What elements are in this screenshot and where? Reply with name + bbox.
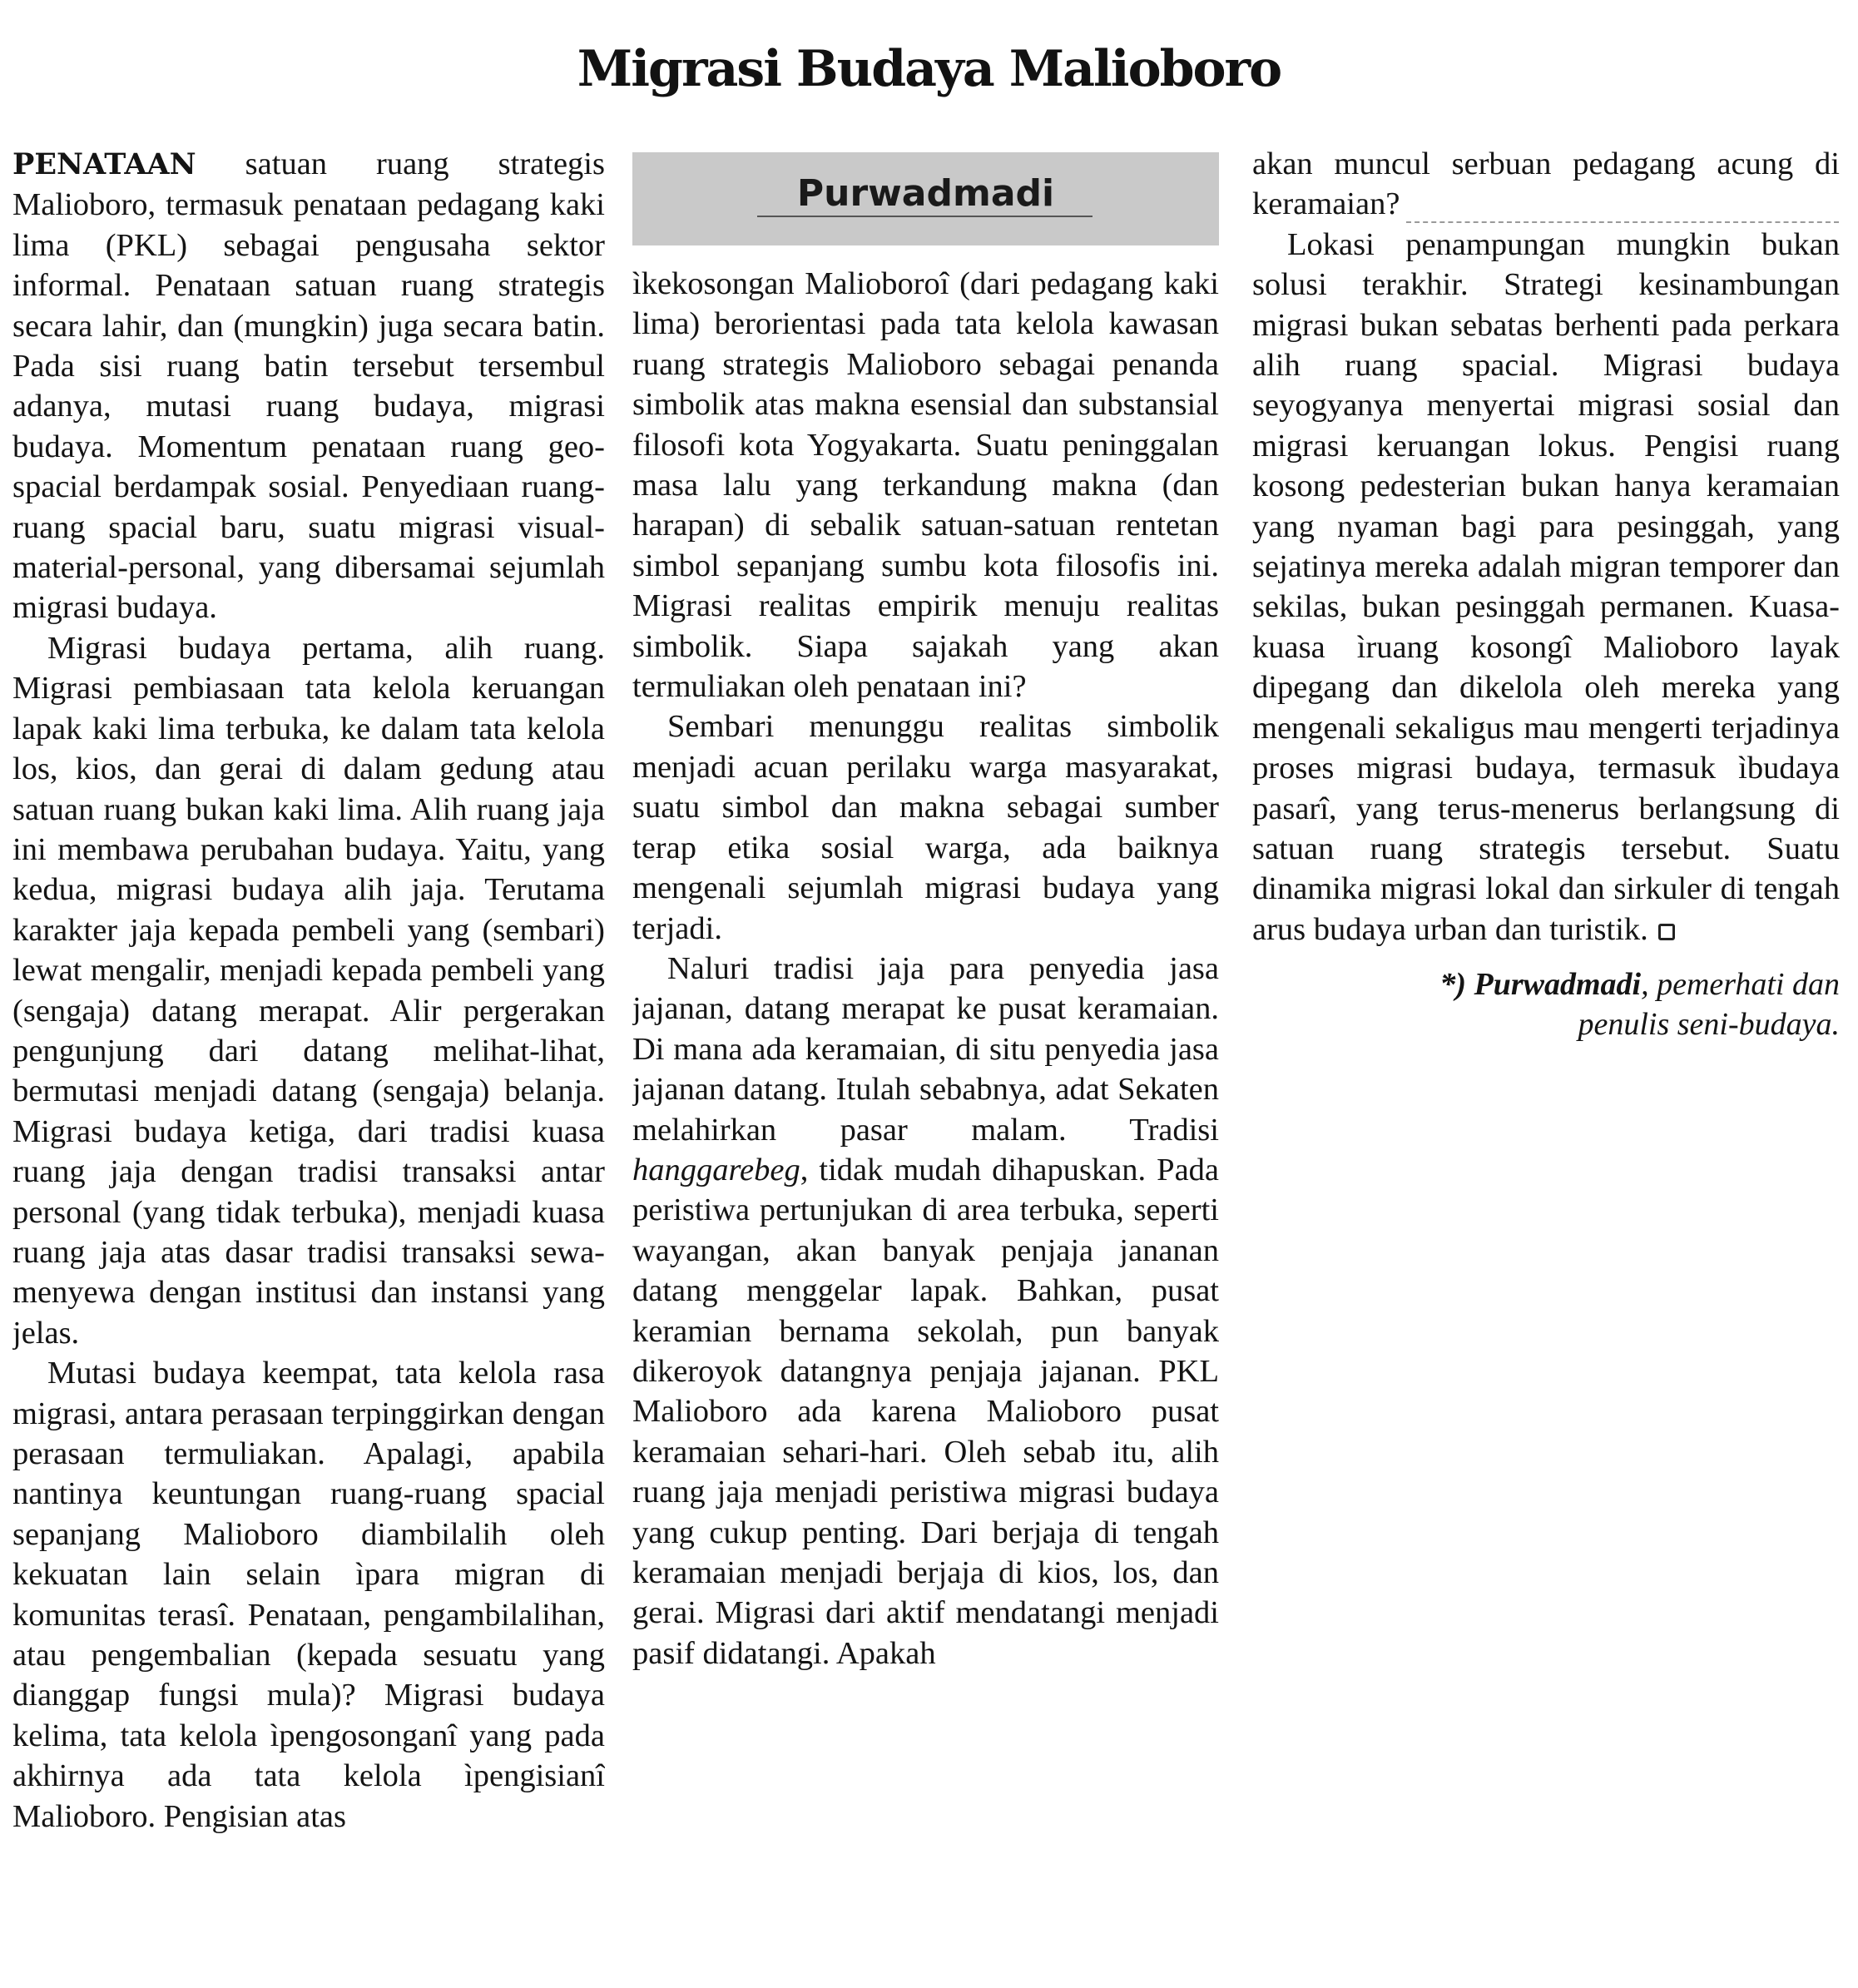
paragraph-5: Sembari menunggu realitas simbolik menjadi acuan perilaku warga masyarakat, suatu simbol dan makna sebagai sumber terap etika sosial warga, ada baiknya mengenali sejumlah migrasi budaya yang terjadi.: [632, 709, 1219, 946]
credit-marker: *): [1439, 967, 1466, 1003]
italic-term: hanggarebeg: [632, 1152, 800, 1187]
paragraph-8: [1252, 225, 1840, 949]
paragraph-6-text-a: Naluri tradisi jaja para penyedia jasa jajanan, datang merapat ke pusat keramaian. Di mana ada keramaian, di situ penyedia jasa jajanan datang. Itulah sebabnya, adat Sekaten melahirkan pasar malam. Tradisi: [632, 950, 1219, 1148]
paragraph-7: akan muncul serbuan pedagang acung di keramaian?: [1252, 146, 1840, 222]
column-3: [1252, 144, 1840, 1126]
paragraph-1-text: satuan ruang strategis Malioboro, termasuk penataan pedagang kaki lima (PKL) sebagai pengusaha sektor informal. Penataan satuan ruang strategis secara lahir, dan (mungkin) juga secara batin. Pada sisi ruang batin tersebut tersembul adanya, mutasi ruang budaya, migrasi budaya. Momentum penataan ruang geo-spacial berdampak sosial. Penyediaan ruang-ruang spacial baru, suatu migrasi visual-material-personal, yang dibersamai sejumlah migrasi budaya.: [12, 146, 605, 626]
author-credit: [1252, 964, 1840, 1044]
byline-box: [632, 152, 1219, 245]
paragraph-6: [632, 949, 1219, 1673]
byline: Purwadmadi: [796, 172, 1055, 215]
lead-word: PENATAAN: [12, 147, 196, 181]
credit-role-2: penulis seni-budaya.: [1578, 1007, 1840, 1043]
column-1: [12, 144, 605, 1975]
paragraph-2: Migrasi budaya pertama, alih ruang. Migrasi pembiasaan tata kelola keruangan lapak kaki lima terbuka, ke dalam tata kelola los, kios, dan gerai di dalam gedung atau satuan ruang bukan kaki lima. Alih ruang jaja ini membawa perubahan budaya. Yaitu, yang kedua, migrasi budaya alih jaja. Terutama karakter jaja kepada pembeli yang (sembari) lewat mengalir, menjadi kepada pembeli yang (sengaja) datang merapat. Alir pergerakan pengunjung dari datang melihat-lihat, bermutasi menjadi datang (sengaja) belanja. Migrasi budaya ketiga, dari tradisi kuasa ruang jaja dengan tradisi transaksi antar personal (yang tidak terbuka), menjadi kuasa ruang jaja atas dasar tradisi transaksi sewa-menyewa dengan institusi dan instansi yang jelas.: [12, 630, 605, 1351]
paragraph-4: ìkekosongan Malioboroî (dari pedagang kaki lima) berorientasi pada tata kelola kawasan ruang strategis Malioboro sebagai penanda simbolik atas makna esensial dan substansial filosofi kota Yogyakarta. Suatu peninggalan masa lalu yang terkandung makna (dan harapan) di sebalik satuan-satuan rentetan simbol sepanjang sumbu kota filosofis ini. Migrasi realitas empirik menuju realitas simbolik. Siapa sajakah yang akan termuliakan oleh penataan ini?: [632, 266, 1219, 705]
paragraph-8-text: Lokasi penampungan mungkin bukan solusi terakhir. Strategi kesinambungan migrasi bukan sebatas berhenti pada perkara alih ruang spacial. Migrasi budaya seyogyanya menyertai migrasi sosial dan migrasi keruangan lokus. Pengisi ruang kosong pedesterian bukan hanya keramaian yang nyaman bagi para pesinggah, yang sejatinya mereka adalah migran temporer dan sekilas, bukan pesinggah permanen. Kuasa-kuasa ìruang kosongî Malioboro layak dipegang dan dikelola oleh mereka yang mengenali sekaligus mau mengerti terjadinya proses migrasi budaya, termasuk ìbudaya pasarî, yang terus-menerus berlangsung di satuan ruang strategis tersebut. Suatu dinamika migrasi lokal dan sirkuler di tengah arus budaya urban dan turistik.: [1252, 226, 1840, 947]
headline: Migrasi Budaya Malioboro: [577, 40, 1281, 98]
paragraph-6-text-b: , tidak mudah dihapuskan. Pada peristiwa pertunjukan di area terbuka, seperti wayangan, akan banyak penjaja jananan datang menggelar lapak. Bahkan, pusat keramian bernama sekolah, pun banyak dikeroyok datangnya penjaja jajanan. PKL Malioboro ada karena Malioboro pusat keramaian sehari-hari. Oleh sebab itu, alih ruang jaja menjadi peristiwa migrasi budaya yang cukup penting. Dari berjaja di tengah keramaian menjadi berjaja di kios, los, dan gerai. Migrasi dari aktif mendatangi menjadi pasif didatangi. Apakah: [632, 1152, 1219, 1671]
paragraph-1: [12, 144, 605, 628]
end-mark-icon: [1658, 924, 1675, 940]
credit-role-1: , pemerhati dan: [1641, 967, 1840, 1003]
paragraph-3: Mutasi budaya keempat, tata kelola rasa migrasi, antara perasaan terpinggirkan dengan perasaan termuliakan. Apalagi, apabila nantinya keuntungan ruang-ruang spacial sepanjang Malioboro diambilalih oleh kekuatan lain selain ìpara migran di komunitas terasî. Penataan, pengambilalihan, atau pengembalian (kepada sesuatu yang dianggap fungsi mula)? Migrasi budaya kelima, tata kelola ìpengosonganî yang pada akhirnya ada tata kelola ìpengisianî Malioboro. Pengisian atas: [12, 1356, 605, 1834]
column-2: [632, 144, 1219, 1975]
credit-name: Purwadmadi: [1474, 967, 1642, 1003]
